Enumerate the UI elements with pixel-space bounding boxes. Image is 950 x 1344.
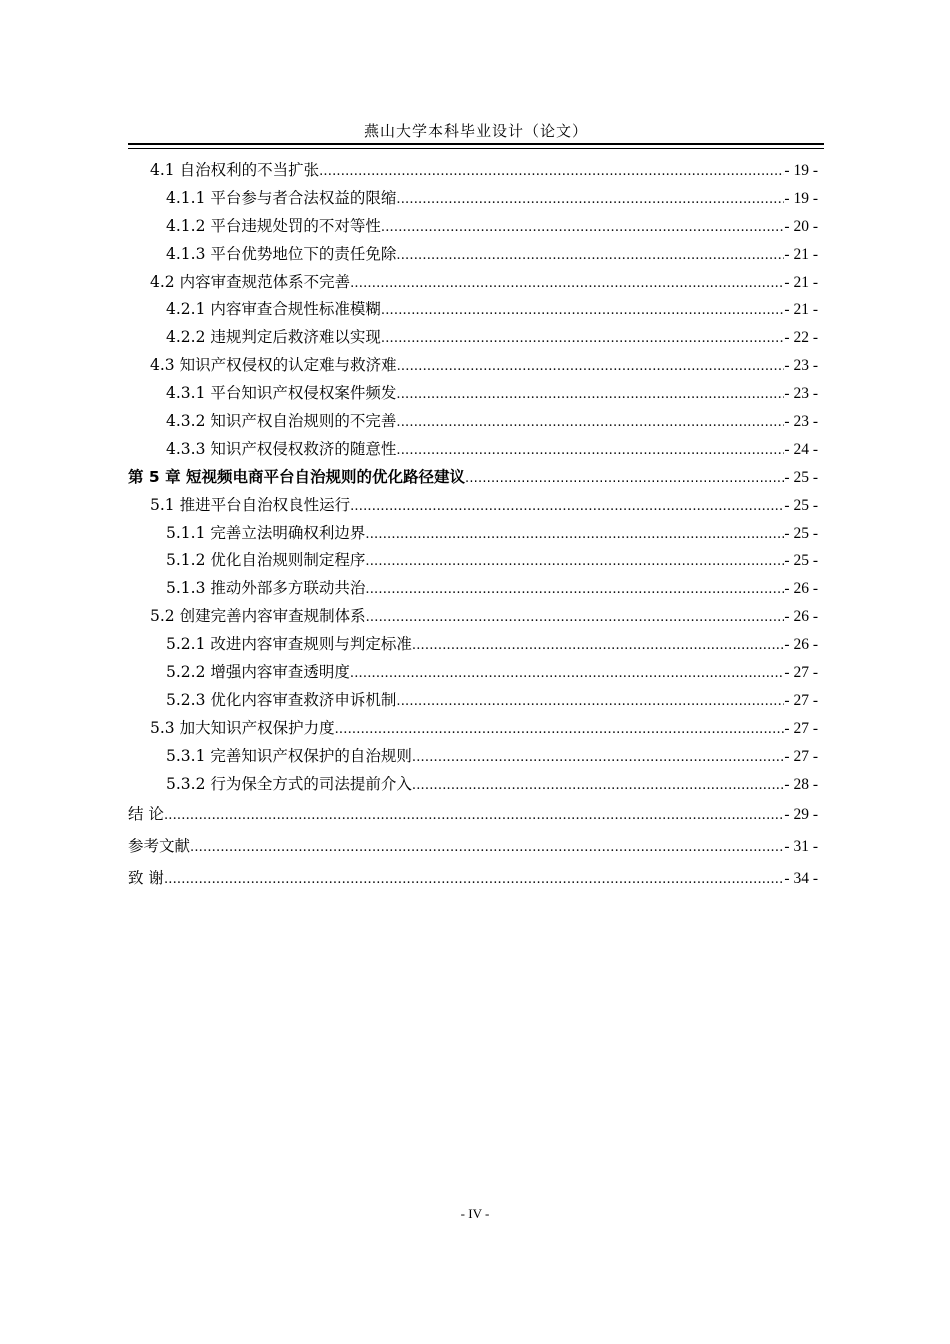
toc-entry-title: 4.3.1 平台知识产权侵权案件频发: [166, 384, 397, 403]
toc-leader-dots: [381, 296, 785, 324]
toc-entry[interactable]: [128, 436, 818, 464]
toc-entry[interactable]: [128, 241, 818, 269]
toc-leader-dots: [335, 715, 785, 743]
toc-back-matter-entry[interactable]: [128, 798, 818, 830]
toc-leader-dots: [397, 352, 785, 380]
toc-leader-dots: [396, 408, 784, 436]
toc-entry[interactable]: [128, 492, 818, 520]
toc-entry-page: - 23 -: [784, 413, 818, 431]
toc-entry-page: - 21 -: [784, 273, 818, 291]
toc-entry-title: 致 谢: [128, 869, 164, 888]
toc-entry-page: - 28 -: [784, 775, 818, 793]
toc-entry[interactable]: [128, 213, 818, 241]
toc-entry[interactable]: [128, 715, 818, 743]
toc-entry[interactable]: [128, 408, 818, 436]
toc-entry-page: - 26 -: [784, 636, 818, 654]
toc-entry-title: 5.2.3 优化内容审查救济申诉机制: [166, 690, 397, 709]
toc-leader-dots: [412, 771, 785, 799]
toc-entry-page: - 26 -: [784, 608, 818, 626]
toc-entry-title: 第 5 章 短视频电商平台自治规则的优化路径建议: [128, 467, 465, 486]
toc-entry-page: - 27 -: [784, 664, 818, 682]
toc-leader-dots: [366, 603, 785, 631]
toc-entry-title: 5.3 加大知识产权保护力度: [150, 718, 335, 737]
toc-entry-title: 4.3.2 知识产权自治规则的不完善: [166, 412, 397, 431]
page-number-footer: - IV -: [460, 1206, 490, 1221]
toc-leader-dots: [164, 862, 784, 894]
toc-entry-page: - 22 -: [784, 329, 818, 347]
toc-entry-page: - 26 -: [784, 580, 818, 598]
toc-entry[interactable]: [128, 547, 818, 575]
toc-entry-page: - 19 -: [784, 162, 818, 179]
toc-entry-title: 5.1.2 优化自治规则制定程序: [166, 551, 366, 570]
toc-entry[interactable]: [128, 185, 818, 213]
toc-leader-dots: [365, 520, 784, 548]
toc-leader-dots: [190, 830, 784, 862]
toc-entry[interactable]: [128, 603, 818, 631]
toc-entry-page: - 19 -: [784, 189, 818, 207]
toc-entry-title: 4.3.3 知识产权侵权救济的随意性: [166, 439, 397, 458]
toc-leader-dots: [396, 687, 784, 715]
toc-entry[interactable]: [128, 296, 818, 324]
toc-leader-dots: [381, 324, 785, 352]
toc-entry[interactable]: [128, 631, 818, 659]
toc-entry-page: - 24 -: [784, 440, 818, 458]
toc-entry[interactable]: [128, 380, 818, 408]
toc-leader-dots: [365, 547, 784, 575]
toc-entry-page: - 34 -: [784, 870, 818, 888]
toc-entry-page: - 23 -: [784, 385, 818, 403]
toc-leader-dots: [396, 380, 784, 408]
toc-entry-page: - 21 -: [784, 245, 818, 263]
toc-leader-dots: [350, 492, 784, 520]
toc-entry-title: 4.3 知识产权侵权的认定难与救济难: [150, 356, 397, 375]
toc-entry-title: 4.1 自治权利的不当扩张: [150, 161, 320, 179]
toc-entry-page: - 20 -: [784, 217, 818, 235]
toc-entry-page: - 27 -: [784, 719, 818, 737]
toc-entry[interactable]: [128, 324, 818, 352]
toc-leader-dots: [381, 213, 785, 241]
header-rule-thin: [128, 148, 824, 149]
toc-entry[interactable]: [128, 157, 818, 185]
toc-leader-dots: [396, 241, 784, 269]
toc-entry-title: 4.1.1 平台参与者合法权益的限缩: [166, 188, 397, 207]
toc-entry-title: 5.2 创建完善内容审查规制体系: [150, 607, 366, 626]
toc-leader-dots: [350, 269, 784, 297]
toc-leader-dots: [412, 631, 785, 659]
running-header-title: 燕山大学本科毕业设计（论文）: [363, 122, 588, 140]
toc-back-matter-entry[interactable]: [128, 830, 818, 862]
toc-entry-title: 结 论: [128, 805, 164, 824]
toc-entry[interactable]: [128, 771, 818, 799]
toc-entry[interactable]: [128, 659, 818, 687]
toc-entry-title: 4.2.1 内容审查合规性标准模糊: [166, 300, 381, 319]
toc-entry-title: 参考文献: [128, 837, 191, 856]
toc-leader-dots: [164, 798, 784, 830]
toc-leader-dots: [350, 659, 785, 687]
toc-entry-page: - 25 -: [784, 468, 818, 486]
toc-entry-title: 5.2.1 改进内容审查规则与判定标准: [166, 635, 412, 654]
toc-leader-dots: [465, 464, 784, 492]
toc-entry-title: 5.3.2 行为保全方式的司法提前介入: [166, 774, 412, 793]
toc-entry-page: - 23 -: [784, 357, 818, 375]
toc-entry[interactable]: [128, 520, 818, 548]
toc-back-matter-entry[interactable]: [128, 862, 818, 894]
table-of-contents: [128, 157, 818, 894]
toc-entry-title: 5.1.3 推动外部多方联动共治: [166, 579, 366, 598]
toc-entry-title: 4.1.3 平台优势地位下的责任免除: [166, 244, 397, 263]
toc-entry-page: - 25 -: [784, 524, 818, 542]
toc-entry-title: 5.3.1 完善知识产权保护的自治规则: [166, 746, 412, 765]
toc-leader-dots: [365, 575, 784, 603]
toc-entry-page: - 31 -: [784, 838, 818, 856]
toc-entry-title: 4.1.2 平台违规处罚的不对等性: [166, 216, 381, 235]
toc-entry[interactable]: [128, 575, 818, 603]
toc-leader-dots: [396, 436, 784, 464]
toc-leader-dots: [412, 743, 785, 771]
toc-leader-dots: [319, 157, 784, 185]
toc-entry-title: 5.1 推进平台自治权良性运行: [150, 495, 351, 514]
toc-entry[interactable]: [128, 687, 818, 715]
toc-leader-dots: [396, 185, 784, 213]
toc-entry-page: - 21 -: [784, 301, 818, 319]
toc-chapter-entry[interactable]: [128, 464, 818, 492]
toc-entry-title: 5.2.2 增强内容审查透明度: [166, 663, 350, 682]
toc-entry-title: 5.1.1 完善立法明确权利边界: [166, 523, 366, 542]
toc-entry-page: - 27 -: [784, 747, 818, 765]
toc-entry[interactable]: [128, 352, 818, 380]
toc-entry-page: - 25 -: [784, 496, 818, 514]
toc-entry-page: - 29 -: [784, 806, 818, 824]
toc-entry-page: - 25 -: [784, 552, 818, 570]
header-rule-thick: [128, 143, 824, 145]
toc-entry-title: 4.2.2 违规判定后救济难以实现: [166, 328, 381, 347]
toc-entry-page: - 27 -: [784, 691, 818, 709]
toc-entry[interactable]: [128, 269, 818, 297]
toc-entry-title: 4.2 内容审查规范体系不完善: [150, 272, 351, 291]
toc-entry[interactable]: [128, 743, 818, 771]
